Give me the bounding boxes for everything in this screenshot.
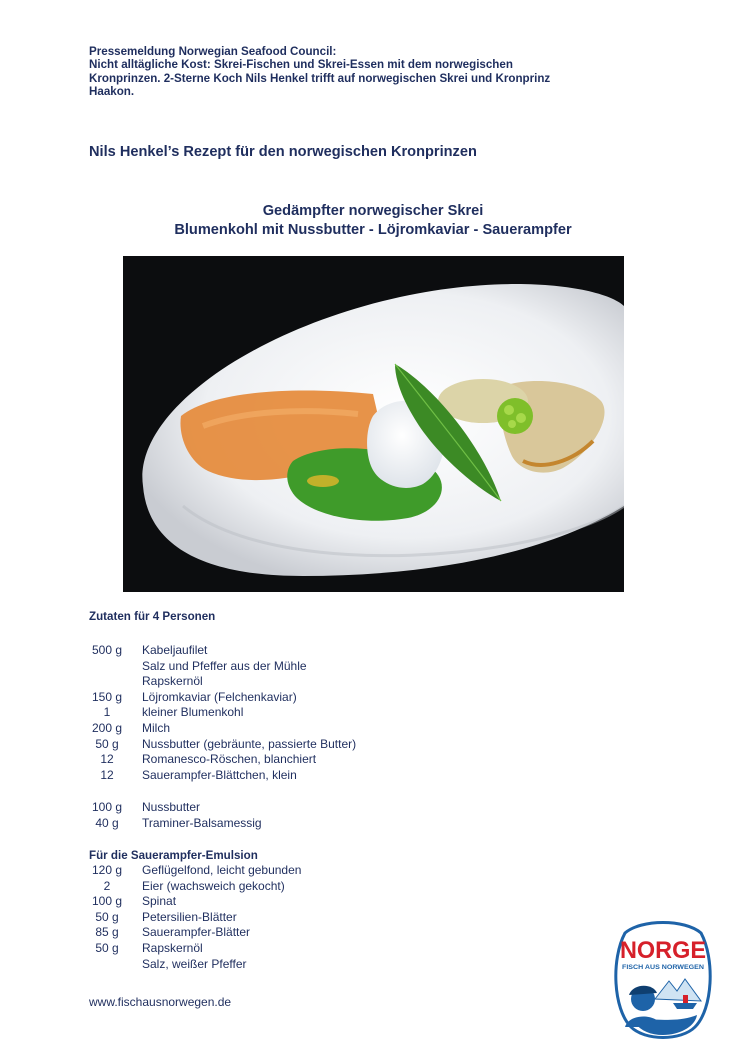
dish-photo [123, 256, 624, 592]
ingredients-title: Zutaten für 4 Personen [89, 610, 216, 623]
ingredient-desc: Kabeljaufilet [142, 643, 208, 657]
ingredient-qty: 12 [100, 767, 114, 782]
ingredient-desc: Romanesco-Röschen, blanchiert [142, 752, 317, 767]
press-release-line: Haakon. [89, 85, 135, 99]
ingredient-qty: 500 g [91, 643, 123, 657]
ingredient-desc: Eier (wachsweich gekocht) [142, 878, 285, 893]
ingredient-qty: 120 g [91, 863, 123, 877]
ingredient-desc: Rapskernöl [142, 674, 203, 689]
ingredient-desc: Geflügelfond, leicht gebunden [142, 863, 302, 877]
ingredient-desc: Spinat [142, 894, 177, 909]
ingredient-qty: 200 g [91, 720, 123, 735]
ingredient-desc: Traminer-Balsamessig [142, 815, 262, 830]
ingredient-qty: 50 g [95, 909, 119, 924]
logo-word: NORGE [620, 937, 706, 964]
press-release-header [89, 45, 669, 99]
ingredient-qty: 50 g [95, 736, 119, 751]
ingredient-qty: 40 g [95, 815, 119, 830]
sauce-oil [307, 475, 339, 487]
ingredient-desc: Rapskernöl [142, 940, 203, 955]
dish-title-line2: Blumenkohl mit Nussbutter - Löjromkaviar - Sauerampfer [174, 222, 572, 238]
ingredient-qty: 12 [100, 752, 114, 767]
dish-title-line1: Gedämpfter norwegischer Skrei [262, 203, 484, 219]
ingredient-desc: Salz und Pfeffer aus der Mühle [142, 658, 307, 673]
logo-boat [673, 1003, 697, 1009]
emulsion-title: Für die Sauerampfer-Emulsion [89, 849, 258, 862]
logo-tagline: FISCH AUS NORWEGEN [622, 964, 705, 971]
ingredient-desc: Sauerampfer-Blätter [142, 925, 251, 940]
norge-logo [611, 919, 715, 1043]
ingredient-desc: Nussbutter (gebräunte, passierte Butter) [142, 736, 357, 751]
romanesco [497, 398, 533, 434]
press-release-line: Pressemeldung Norwegian Seafood Council: [89, 45, 337, 58]
ingredient-desc: Löjromkaviar (Felchenkaviar) [142, 689, 297, 704]
ingredient-qty: 50 g [95, 940, 119, 955]
ingredient-desc: Nussbutter [142, 800, 201, 814]
press-release-line: Kronprinzen. 2-Sterne Koch Nils Henkel trifft auf norwegischen Skrei und Kronprinz [89, 71, 551, 85]
recipe-subtitle: Nils Henkel’s Rezept für den norwegischen Kronprinzen [89, 144, 477, 160]
ingredient-qty: 85 g [95, 925, 119, 940]
ingredient-qty: 100 g [91, 800, 123, 814]
ingredient-qty: 1 [103, 705, 111, 720]
ingredient-desc: Sauerampfer-Blättchen, klein [142, 767, 297, 782]
press-release-line: Nicht alltägliche Kost: Skrei-Fischen und Skrei-Essen mit dem norwegischen [89, 58, 513, 72]
ingredient-qty: 150 g [91, 689, 123, 704]
ingredient-desc: Milch [142, 720, 171, 735]
ingredient-desc: kleiner Blumenkohl [142, 705, 244, 720]
ingredient-desc: Salz, weißer Pfeffer [142, 956, 247, 971]
ingredient-desc: Petersilien-Blätter [142, 909, 237, 924]
website-link[interactable]: www.fischausnorwegen.de [89, 995, 232, 1009]
ingredient-qty: 2 [103, 878, 111, 893]
ingredient-qty: 100 g [91, 894, 123, 909]
